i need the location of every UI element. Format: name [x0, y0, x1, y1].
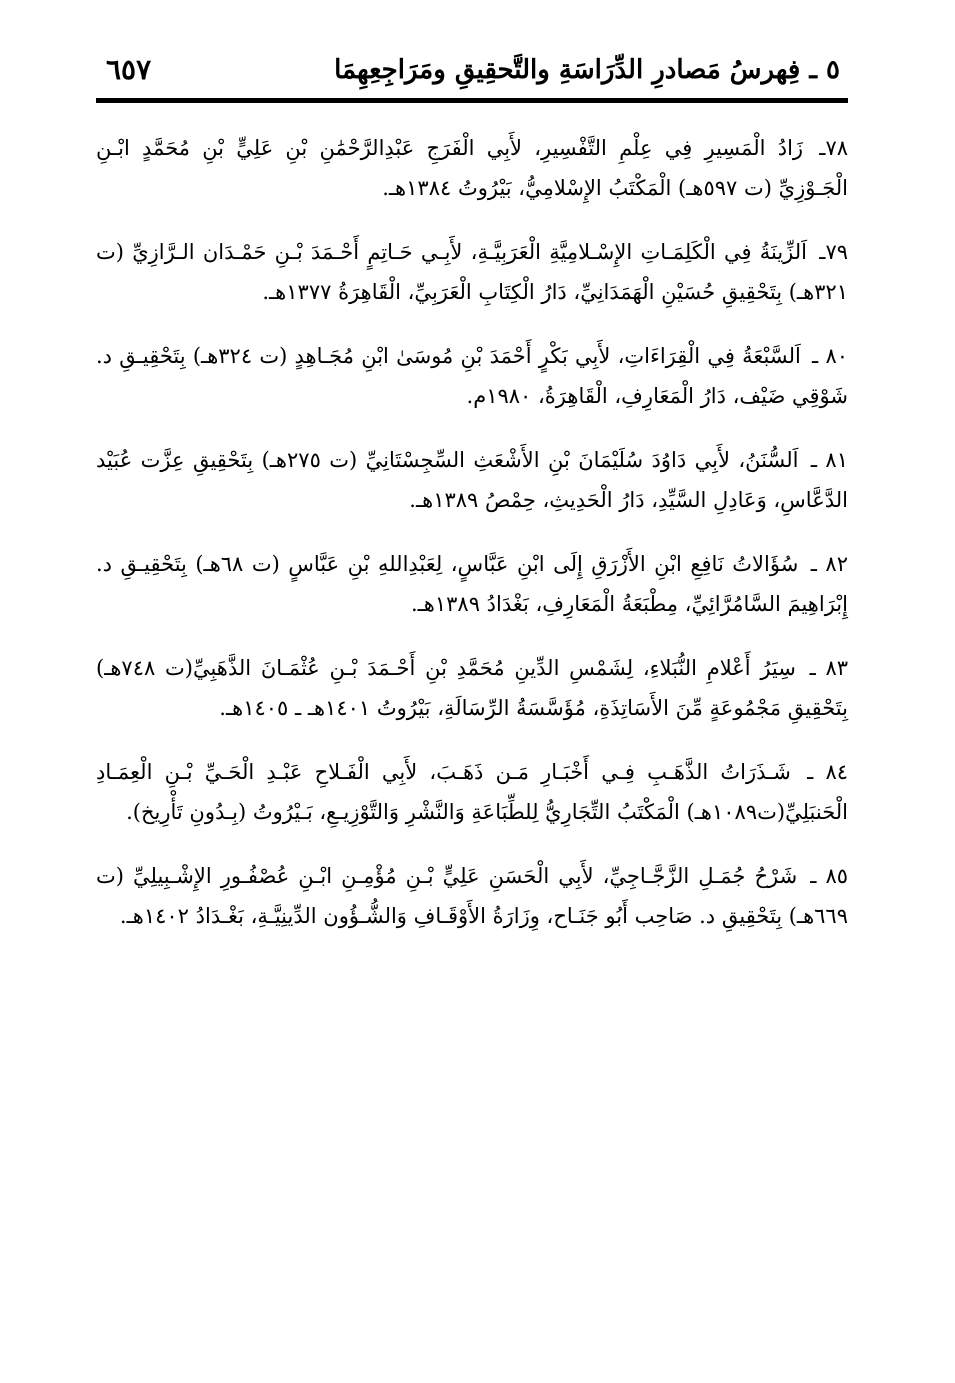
running-header — [96, 48, 848, 98]
entry-text: شَرْحُ جُمَـلِ الزَّجَّـاجِيِّ، لأَبِي الْحَسَنِ عَلِيٍّ بْـنِ مُؤْمِـنِ ابْـنِ عُصْفُـورِ الإِشْـبِيلِيِّ (ت ٦٦٩هـ) بِتَحْقِيقِ د. صَاحِب أَبُو جَنَـاح، وِزَارَةُ الأَوْقَـافِ وَالشُّـؤُون الدِّينِيَّـةِ، بَغْـدَادُ ١٤٠٢هـ. — [96, 864, 848, 928]
entry-text: زَادُ الْمَسِيرِ فِي عِلْمِ التَّفْسِيرِ، لأَبِي الْفَرَجِ عَبْدِالرَّحْمَٰنِ بْنِ عَلِيٍّ بْنِ مُحَمَّدٍ ابْـنِ الْجَـوْزِيِّ (ت ٥٩٧هـ) الْمَكْتَبُ الإِسْلامِيُّ، بَيْرُوتُ ١٣٨٤هـ. — [96, 136, 848, 200]
entry-text: سِيَرُ أَعْلامِ النُّبَلاءِ، لِشَمْسِ الدِّينِ مُحَمَّدِ بْنِ أَحْـمَدَ بْـنِ عُثْمَـانَ الذَّهَبِيِّ(ت ٧٤٨هـ) بِتَحْقِيقِ مَجْمُوعَةٍ مِّنَ الأَسَاتِذَةِ، مُؤَسَّسَةُ الرِّسَالَةِ، بَيْرُوتُ ١٤٠١هـ ـ ١٤٠٥هـ. — [96, 656, 848, 720]
entry-number: ٨٠ ـ — [812, 344, 848, 368]
entry-number: ٨١ ـ — [810, 448, 848, 472]
book-page — [96, 48, 848, 1088]
entry-number: ٧٨ـ — [819, 136, 848, 160]
entry-number: ٧٩ـ — [819, 240, 848, 264]
header-title: ٥ ـ فِهرسُ مَصادرِ الدِّرَاسَةِ والتَّحقِيقِ ومَرَاجِعِهِمَا — [334, 55, 840, 85]
page-number: ٦٥٧ — [106, 53, 152, 86]
bibliography-entry-81 — [96, 440, 848, 520]
entry-text: اَلزِّينَةُ فِي الْكَلِمَـاتِ الإِسْـلامِيَّةِ الْعَرَبِيَّـةِ، لأَبِـي حَـاتِمٍ أَحْـمَدَ بْـنِ حَمْـدَان الـرَّازِيِّ (ت ٣٢١هـ) بِتَحْقِيقِ حُسَيْنِ الْهَمَدَانِيِّ، دَارُ الْكِتَابِ الْعَرَبِيِّ، الْقَاهِرَةُ ١٣٧٧هـ. — [96, 240, 848, 304]
bibliography-entry-83 — [96, 648, 848, 728]
bibliography-entry-78 — [96, 128, 848, 208]
entry-number: ٨٢ ـ — [810, 552, 848, 576]
bibliography-entry-79 — [96, 232, 848, 312]
entry-number: ٨٥ ـ — [810, 864, 848, 888]
entry-number: ٨٣ ـ — [809, 656, 848, 680]
bibliography-list — [96, 128, 848, 960]
entry-text: شَـذَرَاتُ الذَّهَـبِ فِـي أَخْبَـارِ مَـن ذَهَـبَ، لأَبِي الْفَـلاحِ عَبْـدِ الْحَـيِّ بْـنِ الْعِمَـادِ الْحَنبَلِيِّ(ت١٠٨٩هـ) الْمَكْتَبُ التِّجَارِيُّ لِلطِّبَاعَةِ وَالنَّشْرِ وَالتَّوْزِيـعِ، بَـيْرُوتُ (بِـدُونِ تَأْرِيخ). — [96, 760, 848, 824]
entry-number: ٨٤ ـ — [807, 760, 848, 784]
entry-text: اَلسُّنَنُ، لأَبِي دَاوُدَ سُلَيْمَانَ بْنِ الأَشْعَثِ السِّجِسْتَانِيِّ (ت ٢٧٥هـ) بِتَحْقِيقِ عِزَّت عُبَيْد الدَّعَّاسِ، وَعَادِلِ السَّيِّدِ، دَارُ الْحَدِيثِ، حِمْصُ ١٣٨٩هـ. — [96, 448, 848, 512]
bibliography-entry-85 — [96, 856, 848, 936]
header-rule — [96, 98, 848, 103]
entry-text: سُؤَالاتُ نَافِعِ ابْنِ الأَزْرَقِ إِلَى ابْنِ عَبَّاسٍ، لِعَبْدِاللهِ بْنِ عَبَّاسٍ (ت ٦٨هـ) بِتَحْقِيـقِ د. إِبْرَاهِيمَ السَّامُرَّائِيِّ، مِطْبَعَةُ الْمَعَارِفِ، بَغْدَادُ ١٣٨٩هـ. — [96, 552, 848, 616]
bibliography-entry-80 — [96, 336, 848, 416]
bibliography-entry-84 — [96, 752, 848, 832]
bibliography-entry-82 — [96, 544, 848, 624]
entry-text: اَلسَّبْعَةُ فِي الْقِرَاءَاتِ، لأَبِي بَكْرٍ أَحْمَدَ بْنِ مُوسَىٰ ابْنِ مُجَـاهِدٍ (ت ٣٢٤هـ) بِتَحْقِيـقِ د. شَوْقِي ضَيْف، دَارُ الْمَعَارِفِ، الْقَاهِرَةُ، ١٩٨٠م. — [96, 344, 848, 408]
